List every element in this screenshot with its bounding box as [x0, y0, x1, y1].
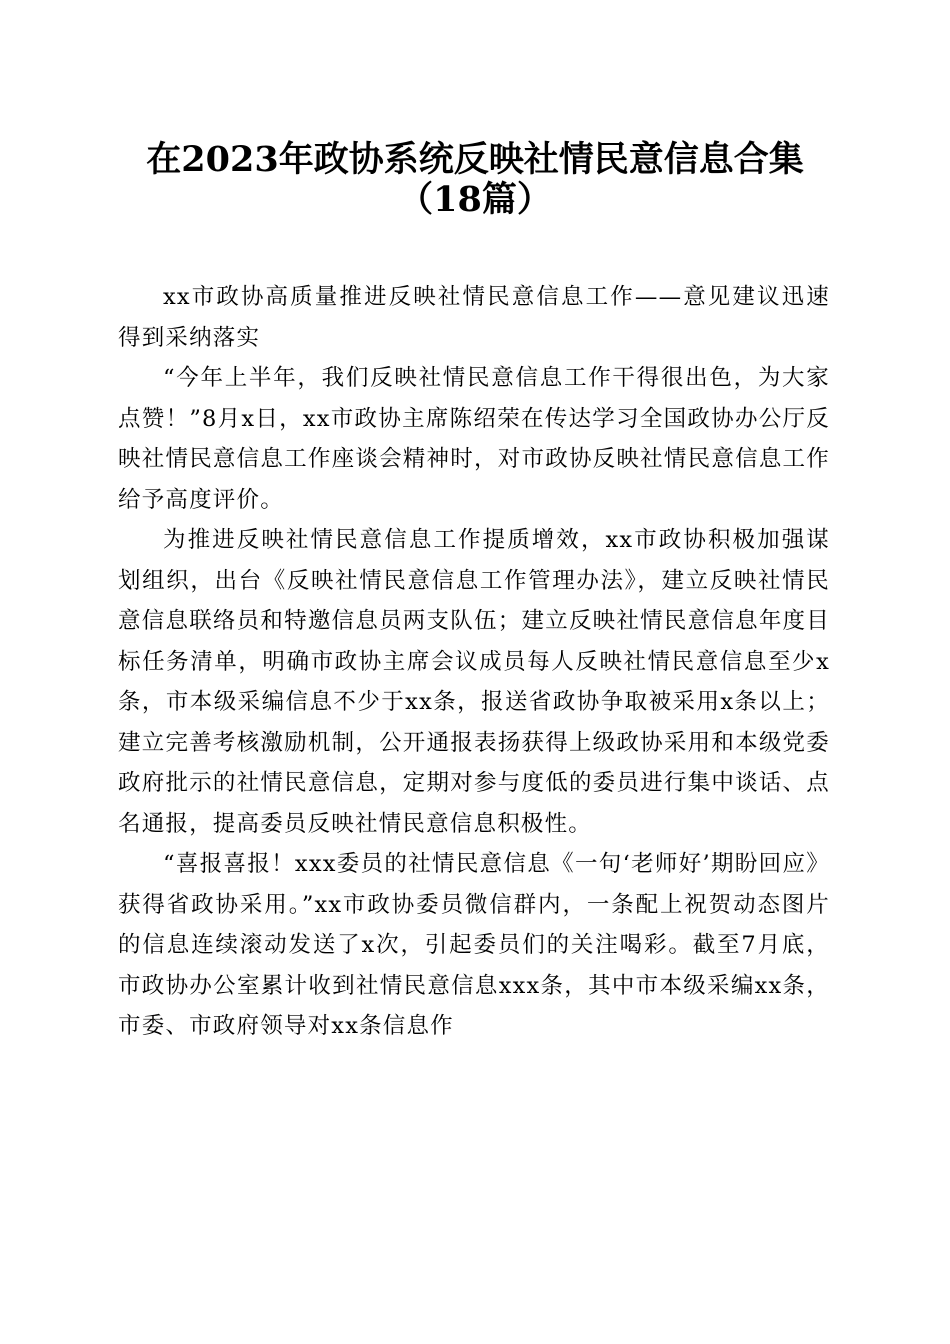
paragraph-heading: xx市政协高质量推进反映社情民意信息工作——意见建议迅速得到采纳落实	[118, 284, 830, 351]
document-subtitle-count: （18篇）	[398, 179, 552, 220]
document-title: 在2023年政协系统反映社情民意信息合集	[146, 139, 804, 180]
document-body	[118, 277, 830, 1047]
paragraph: 为推进反映社情民意信息工作提质增效，xx市政协积极加强谋划组织，出台《反映社情民意信息工作管理办法》，建立反映社情民意信息联络员和特邀信息员两支队伍；建立反映社情民意信息年度目标任务清单，明确市政协主席会议成员每人反映社情民意信息至少x条，市本级采编信息不少于xx条，报送省政协争取被采用x条以上；建立完善考核激励机制，公开通报表扬获得上级政协采用和本级党委政府批示的社情民意信息，定期对参与度低的委员进行集中谈话、点名通报，提高委员反映社情民意信息积极性。	[118, 527, 830, 837]
paragraph: “喜报喜报！xxx委员的社情民意信息《一句‘老师好’期盼回应》获得省政协采用。”xx市政协委员微信群内，一条配上祝贺动态图片的信息连续滚动发送了x次，引起委员们的关注喝彩。截至7月底，市政协办公室累计收到社情民意信息xxx条，其中市本级采编xx条，市委、市政府领导对xx条信息作	[118, 851, 830, 1039]
paragraph: “今年上半年，我们反映社情民意信息工作干得很出色，为大家点赞！”8月x日，xx市政协主席陈绍荣在传达学习全国政协办公厅反映社情民意信息工作座谈会精神时，对市政协反映社情民意信息工作给予高度评价。	[118, 365, 830, 513]
